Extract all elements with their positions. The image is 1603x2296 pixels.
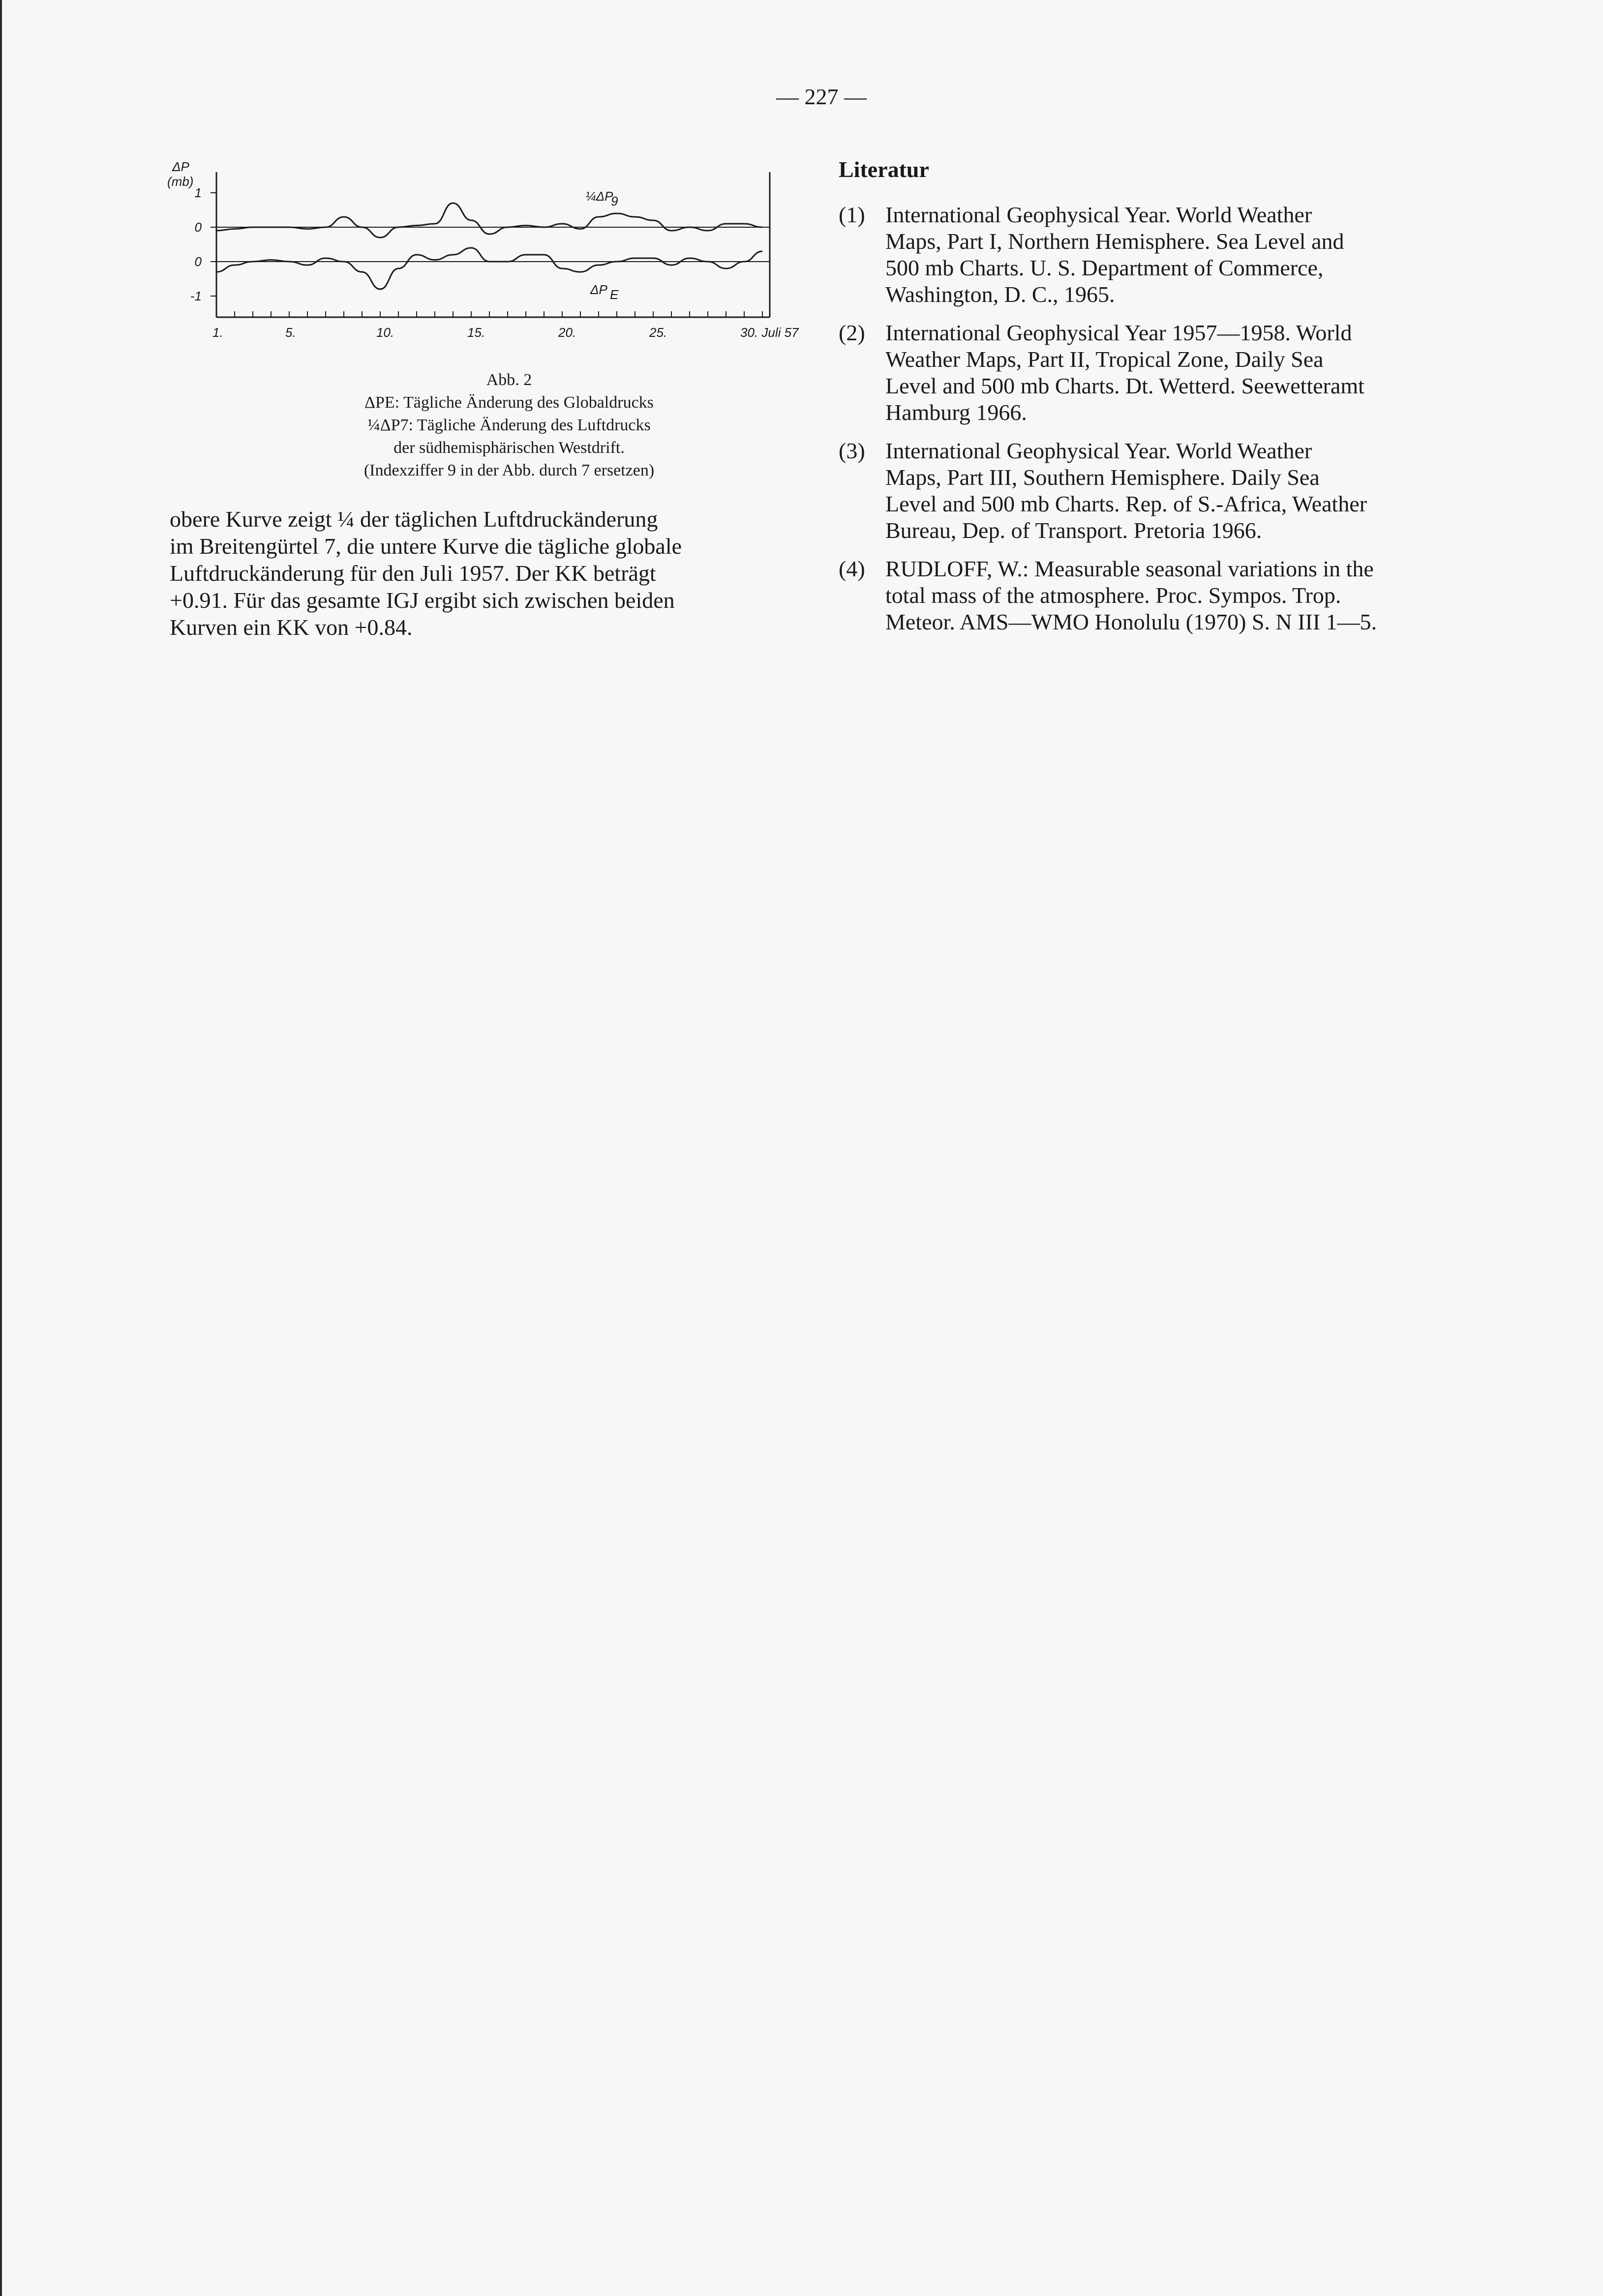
reference-line: Level and 500 mb Charts. Rep. of S.-Africa, Weather — [885, 491, 1367, 516]
figure-abb-2 — [162, 148, 812, 354]
reference-line: Maps, Part I, Northern Hemisphere. Sea Level and — [885, 229, 1344, 254]
reference-number: (1) — [839, 202, 865, 227]
reference-line: International Geophysical Year. World Weather — [885, 202, 1312, 227]
reference-number: (2) — [839, 320, 865, 345]
reference-line: 500 mb Charts. U. S. Department of Commerce, — [885, 255, 1324, 280]
page-edge-line — [0, 0, 2, 2296]
x-tick-label: 30. Juli 57 — [740, 325, 799, 340]
lower-curve-subscript: E — [610, 287, 619, 302]
y-axis-label: ΔP — [172, 159, 189, 174]
upper-curve-label: ¼ΔP — [585, 189, 613, 204]
chart-axes — [190, 172, 799, 340]
reference-line: International Geophysical Year. World Weather — [885, 438, 1312, 463]
caption-line-3: der südhemisphärischen Westdrift. — [393, 439, 625, 457]
y-tick-label: 0 — [194, 254, 202, 269]
y-tick-label: -1 — [190, 289, 202, 303]
body-line-1: obere Kurve zeigt ¼ der täglichen Luftdruckänderung — [170, 507, 658, 532]
body-paragraph — [170, 506, 804, 641]
reference-line: Maps, Part III, Southern Hemisphere. Daily Sea — [885, 465, 1320, 490]
caption-line-4: (Indexziffer 9 in der Abb. durch 7 ersetzen) — [363, 461, 655, 479]
y-tick-label: 0 — [194, 220, 202, 235]
y-axis-unit: (mb) — [167, 174, 194, 189]
reference-line: Bureau, Dep. of Transport. Pretoria 1966. — [885, 518, 1262, 543]
reference-number: (3) — [839, 438, 865, 463]
x-tick-label: 1. — [212, 325, 223, 340]
reference-line: RUDLOFF, W.: Measurable seasonal variations in the — [885, 556, 1374, 581]
literature-heading: Literatur — [839, 157, 929, 182]
caption-line-1: ΔPE: Tägliche Änderung des Globaldrucks — [364, 393, 654, 412]
x-tick-label: 5. — [285, 325, 296, 340]
x-tick-label: 25. — [649, 325, 667, 340]
caption-line-2: ¼ΔP7: Tägliche Änderung des Luftdrucks — [367, 416, 651, 434]
lower-curve-label: ΔP — [590, 282, 607, 297]
chart-series — [216, 203, 762, 289]
reference-line: Washington, D. C., 1965. — [885, 282, 1115, 307]
body-line-4: +0.91. Für das gesamte IGJ ergibt sich zwischen beiden — [170, 588, 675, 613]
caption-title: Abb. 2 — [486, 371, 532, 389]
reference-line: Level and 500 mb Charts. Dt. Wetterd. Seewetteramt — [885, 373, 1364, 398]
reference-line: Meteor. AMS—WMO Honolulu (1970) S. N III 1—5. — [885, 609, 1377, 634]
body-line-2: im Breitengürtel 7, die untere Kurve die tägliche globale — [170, 534, 682, 559]
y-tick-label: 1 — [194, 185, 202, 200]
series-line-2 — [216, 248, 762, 289]
reference-line: Hamburg 1966. — [885, 400, 1027, 425]
upper-curve-subscript: 9 — [611, 194, 618, 209]
body-line-5: Kurven ein KK von +0.84. — [170, 615, 413, 640]
reference-line: total mass of the atmosphere. Proc. Sympos. Trop. — [885, 583, 1341, 608]
series-line-1 — [216, 203, 762, 238]
x-tick-label: 15. — [467, 325, 485, 340]
x-tick-label: 20. — [558, 325, 576, 340]
line-chart — [162, 148, 812, 354]
reference-number: (4) — [839, 556, 865, 581]
reference-line: Weather Maps, Part II, Tropical Zone, Daily Sea — [885, 347, 1324, 372]
page-number: — 227 — — [776, 84, 867, 109]
body-line-3: Luftdruckänderung für den Juli 1957. Der KK beträgt — [170, 561, 656, 586]
x-tick-label: 10. — [376, 325, 394, 340]
reference-line: International Geophysical Year 1957—1958. World — [885, 320, 1352, 345]
figure-caption — [275, 369, 743, 482]
